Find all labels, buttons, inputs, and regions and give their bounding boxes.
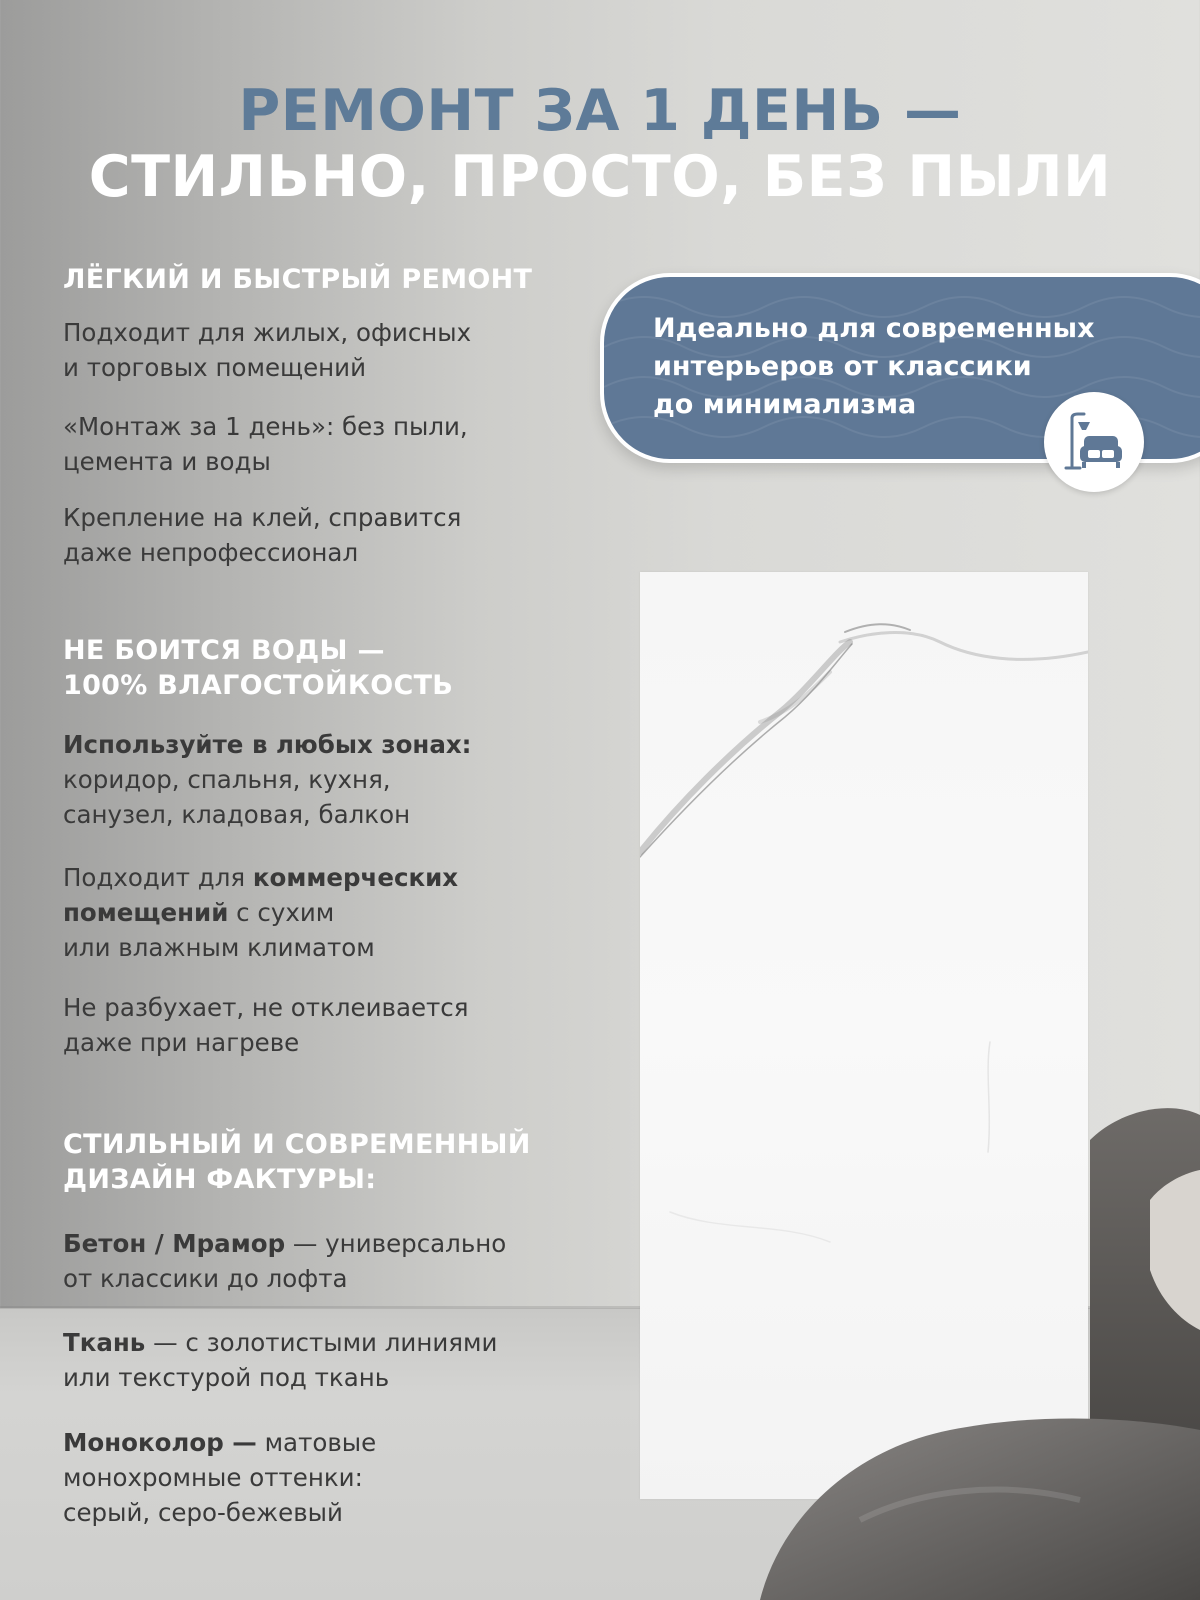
text-line: или текстурой под ткань: [63, 1363, 390, 1392]
feature-text-monocolor: [63, 1425, 573, 1530]
text-line: Не разбухает, не отклеивается: [63, 993, 469, 1022]
text-line: монохромные оттенки:: [63, 1463, 363, 1492]
headline-line-2: СТИЛЬНО, ПРОСТО, БЕЗ ПЫЛИ: [88, 144, 1112, 210]
text-line: от классики до лофта: [63, 1264, 348, 1293]
banner-line: Идеально для современных: [653, 313, 1095, 344]
text-line: санузел, кладовая, балкон: [63, 800, 411, 829]
text-part: матовые: [256, 1428, 377, 1457]
text-line: Подходит для жилых, офисных: [63, 318, 472, 347]
text-line: даже непрофессионал: [63, 538, 359, 567]
page-headline: [0, 78, 1200, 210]
feature-text-fabric: [63, 1325, 573, 1395]
bold-text: Ткань: [63, 1328, 146, 1357]
text-line: серый, серо-бежевый: [63, 1498, 343, 1527]
text-line: «Монтаж за 1 день»: без пыли,: [63, 412, 468, 441]
feature-text-glue: [63, 500, 573, 570]
feature-text-zones: [63, 727, 573, 832]
bold-text: коммерческих: [252, 863, 459, 892]
headline-line-1: РЕМОНТ ЗА 1 ДЕНЬ —: [238, 78, 962, 144]
bold-text: Моноколор —: [63, 1428, 257, 1457]
feature-text-commercial: [63, 860, 573, 965]
text-line: даже при нагреве: [63, 1028, 300, 1057]
bold-text: Бетон / Мрамор: [63, 1229, 286, 1258]
sofa-lamp-icon: [1044, 392, 1144, 492]
title-line: ДИЗАЙН ФАКТУРЫ:: [63, 1164, 377, 1195]
section-title-fast-repair: ЛЁГКИЙ И БЫСТРЫЙ РЕМОНТ: [63, 264, 533, 295]
text-line: цемента и воды: [63, 447, 271, 476]
text-part: — с золотистыми линиями: [145, 1328, 498, 1357]
banner-line: до минимализма: [653, 389, 917, 420]
text-part: Подходит для: [63, 863, 253, 892]
text-line: Крепление на клей, справится: [63, 503, 462, 532]
title-line: НЕ БОИТСЯ ВОДЫ —: [63, 635, 385, 666]
text-line: коридор, спальня, кухня,: [63, 765, 391, 794]
text-part: — универсально: [285, 1229, 507, 1258]
feature-text-premises: [63, 315, 573, 385]
title-line: 100% ВЛАГОСТОЙКОСТЬ: [63, 670, 454, 701]
banner-line: интерьеров от классики: [653, 351, 1032, 382]
feature-text-heat: [63, 990, 573, 1060]
marble-tile-image: [640, 572, 1088, 1499]
section-title-design: [63, 1127, 583, 1197]
feature-text-install: [63, 409, 573, 479]
text-line: и торговых помещений: [63, 353, 367, 382]
title-line: СТИЛЬНЫЙ И СОВРЕМЕННЫЙ: [63, 1129, 531, 1160]
bold-text: Используйте в любых зонах:: [63, 730, 472, 759]
section-title-waterproof: [63, 633, 583, 703]
text-part: с сухим: [228, 898, 335, 927]
feature-text-concrete-marble: [63, 1226, 573, 1296]
marble-vein-pattern: [640, 572, 1088, 1499]
bold-text: помещений: [63, 898, 229, 927]
text-line: или влажным климатом: [63, 933, 375, 962]
